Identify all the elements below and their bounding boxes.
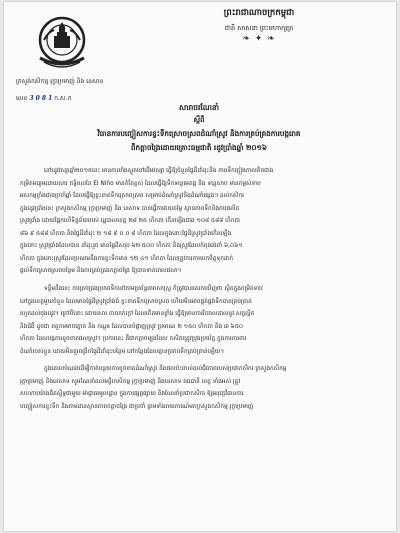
paragraph-line: កម្រិតមធ្យមដោយសារ ឥទ្ធិពលនៃ El Niño មានកំរិតខ្ពស់ ដែលធ្វើឱ្យទឹកទន្លេមេគង្គ និង ទន្លេសាប មានកម្ពស់ទាប [20,180,261,187]
paragraph-line: នៅរដូវវស្សាឆ្នាំ២០១៥នេះ មានភាពរាំងស្ងួតនៅដើមវស្សា ធ្វើឱ្យចំនួនផ្ទៃដីដាំដុះនិង ភាពទឹកភ្លៀងកាលតិចជាង [44,168,274,174]
paragraph-line: បញ្ចៀសការខ្វះទឹក និងតាមដានស្ថានភាពកត្តាចង្រៃ ជាប្រចាំ ព្រមទាំងរាយការណ៍មកក្រសួងកសិកម្ម រុក្ខាប្រមាញ់ [20,403,254,410]
body-paragraph-2 [20,283,382,358]
document-title-line-1: វិធានការបញ្ចៀសការខ្វះទឹកស្រោចស្រពដំណាំស្រូវ និងការគ្រប់គ្រងការបង្ករោគ [97,129,301,138]
reference-handwritten-number: 3 0 8 1 [29,95,53,102]
paragraph-line: ក្នុងនោះ ស្រូវប្រាំងដែលបាន ដាំដុះរួច មានផ្ទៃដីសរុប ៦២ ៥០០ ហិកតា និងស្រូវដែលកំពុងរង់ចាំ ៦,០៦១ [20,243,243,249]
paragraph-line: សហការយ៉ាងជិតស្និទ្ធជាមួយ អាជ្ញាធរមូលដ្ឋាន ក្នុងការផ្សព្វផ្សាយ និងណែនាំប្រជាកសិករ ឱ្យអនុវត្តវិធានការ [20,391,244,397]
paragraph-line: រុក្ខាប្រមាញ់ និងនេសាទ សូមណែនាំដល់មន្ទីរកសិកម្ម រុក្ខាប្រមាញ់ និងនេសាទ រាជធានី ខេត្ត ទាំងអស់ ត្រូវ [20,378,241,385]
national-motto: ជាតិ សាសនា ព្រះមហាក្សត្រ [224,24,294,32]
paragraph-line: ទន្ទឹមនឹងនេះ ការគ្រប់គ្រងប្រភពទឹកនៅតាមប្រព័ន្ធធារាសាស្ត្រ ក៏ត្រូវបានគេរកឃើញថា ស្ថិតក្នុងកម្រិតទាប [44,286,263,292]
kingdom-heading: ព្រះរាជាណាចក្រកម្ពុជា [223,8,295,18]
paragraph-line: រហូតដល់ចុងរដូវ។ ក្រៅពីនោះ ដោយសារ ភាពកក់ក្តៅ ដែលកើតមានខ្លាំង ធ្វើឱ្យមានការរីករាលដាលនូវ សត្វល្អិត [20,311,255,317]
document-title-line-2: ពីកត្តាចង្រៃដោយគ្រោះធម្មជាតិ រដូវប្រាំងឆ្នាំ ២០១៦ [130,143,267,152]
paragraph-line: និងជំងឺ ដូចជា ពពួកមមាចត្នោត និង កណ្តុរ ដែលបានបំផ្លាញស្រូវ ប្រមាណ ២ ១៥០ ហិកតា និង ៣ ៦៥០ [20,323,243,330]
paragraph-line: ហិកតា ក្នុងនោះស្រូវដែលប្រឈមនឹងការខ្វះទឹកមាន ១២ ៤១ ហិកតា ដែលត្រូវការការយកចិត្តទុកដាក់ [20,255,234,262]
reference-number [16,94,246,103]
paragraph-line: នៅក្នុងខេត្តមួយចំនួន ដែលមានផ្ទៃដីស្រូវប្រាំងធំ ខ្វះខាតទឹកស្រោចស្រព ហើយមិនអាចផ្គត់ផ្គង់ទឹកបានគ្រប់គ្រាន់ [20,298,252,305]
ornament-divider: ❧ ✦ ❧ [242,34,276,44]
paragraph-line: ស្រូវប្រាំង ដោយផ្អែកលើទិន្នន័យរបស់ រដ្ឋបាលខេត្ត ២៨ ២៥ ហិកតា កើនឡើងជាង ១០៨ ៥៨៨ ហិកតា [20,218,240,224]
subject-label: ស្តីពី [193,116,205,124]
body-paragraph-1 [20,165,382,278]
paragraph-line: ផ្តល់ទឹកស្រោចស្រពបន្ថែម និងការគ្រប់គ្រងកត្តាចង្រៃ ឱ្យបានទាន់ពេលវេលា។ [20,268,182,274]
reference-prefix: លេខ [16,95,28,102]
ministry-emblem-icon [30,12,94,74]
document-page [4,2,396,531]
ministry-name: ក្រសួងកសិកម្ម រុក្ខាប្រមាញ់ និង នេសាទ [16,78,104,85]
paragraph-line: ក្នុងរដូវប្រាំងនេះ ក្រសួងកសិកម្ម រុក្ខាប្រមាញ់ និង នេសាទ បានធ្វើការវាយតម្លៃ ស្ថានភាពទឹកនិងការផលិត [20,205,240,212]
paragraph-line: ហិកតា ដែលបង្កការខូចខាតផលស្រូវ។ ប្រការនេះ គឺជាកត្តាចម្បងដែល កសិករត្រូវប្រុងប្រយ័ត្ន ក្នុងការការពារ [20,336,247,342]
paragraph-line: ក្នុងគោលបំណងដើម្បីកាត់បន្ថយការខូចខាតដំណាំស្រូវ និងផលប៉ះពាល់ដល់ជីវភាពរបស់ប្រជាកសិករ ក្រសួងកសិកម្ម [44,366,287,372]
paragraph-line: ដំណាំរបស់ខ្លួន ដោយមិនគួរពង្រីកផ្ទៃដីដាំដុះបន្ថែម នៅកន្លែងដែលគ្មានប្រភពទឹកគ្រប់គ្រាន់ឡើយ។ [20,348,225,355]
body-paragraph-3 [20,363,382,413]
paragraph-line: អសកម្មខ្លាំងជាងប្រចាំឆ្នាំ ដែលធ្វើឱ្យខ្វះខាតទឹកស្រោចស្រព សម្រាប់ដំណាំស្រូវនិងដំណាំផ្សេងៗ ដល់កសិករ [20,193,244,199]
reference-suffix: ក.ស.ក [54,95,72,102]
document-type: សារាចរណែនាំ [178,103,220,112]
paragraph-line: ៨៦ ៩ ៥៨៨ ហិកតា និងផ្ទៃដីដាំដុះ ២ ១៨ ៩ ០ ០ ៨ ហិកតា ដែលក្នុងនោះផ្ទៃដីស្រូវប្រាំងកើនឡើង [20,230,232,237]
